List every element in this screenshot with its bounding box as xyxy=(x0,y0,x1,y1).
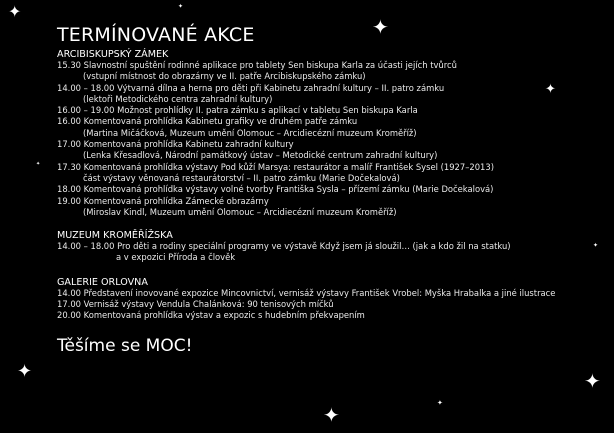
closing-message: Těšíme se MOC! xyxy=(57,335,193,356)
event-note: (vstupní místnost do obrazárny ve II. patře Arcibiskupského zámku) xyxy=(83,71,366,82)
event-note: (Miroslav Kindl, Muzeum umění Olomouc – Arcidiecézní muzeum Kroměříž) xyxy=(83,206,397,217)
event-line: 14.00 Představení inovované expozice Mincovnictví, vernisáž výstavy František Vrobel: Myška Hrabalka a jiné ilustrace xyxy=(57,287,556,298)
star-icon: ✦ xyxy=(8,2,22,21)
section-heading: MUZEUM KROMĚŘÍŽSKA xyxy=(57,230,173,242)
star-icon: ✦ xyxy=(17,361,33,382)
event-line: 20.00 Komentovaná prohlídka výstav a expozic s hudebním překvapením xyxy=(57,310,365,321)
section-muzeum-kromerizska xyxy=(57,230,607,264)
star-icon: ✦ xyxy=(372,15,389,39)
section-arcibiskupsky-zamek xyxy=(57,49,607,218)
section-galerie-orlovna xyxy=(57,277,607,322)
event-line: 16.00 Komentovaná prohlídka Kabinetu grafiky ve druhém patře zámku xyxy=(57,116,358,127)
event-note: (Lenka Křesadlová, Národní památkový ústav – Metodické centrum zahradní kultury) xyxy=(83,150,438,161)
event-line: 19.00 Komentovaná prohlídka Zámecké obrazárny xyxy=(57,195,269,206)
event-line: 17.00 Vernisáž výstavy Vendula Chalánková: 90 tenisových míčků xyxy=(57,299,334,310)
star-icon: ✦ xyxy=(437,399,443,407)
event-note: a v expozici Příroda a člověk xyxy=(116,252,236,263)
star-icon: ✦ xyxy=(36,161,41,167)
event-note: část výstavy věnovaná restaurátorství – II. patro zámku (Marie Dočekalová) xyxy=(83,172,400,183)
event-note: (lektoři Metodického centra zahradní kultury) xyxy=(83,93,273,104)
section-heading: GALERIE ORLOVNA xyxy=(57,276,148,288)
event-line: 15.30 Slavnostní spuštění rodinné aplikace pro tablety Sen biskupa Karla za účasti jejích tvůrců xyxy=(57,60,457,70)
event-line: 17.30 Komentovaná prohlídka výstavy Pod kůží Marsya: restaurátor a malíř František Sysel (1927–2013) xyxy=(57,161,494,172)
events-panel xyxy=(57,24,607,356)
star-icon: ✦ xyxy=(584,369,601,393)
event-line: 18.00 Komentovaná prohlídka výstavy volné tvorby Františka Sysla – přízemí zámku (Marie Dočekalová) xyxy=(57,184,494,195)
event-line: 14.00 – 18.00 Výtvarná dílna a herna pro děti při Kabinetu zahradní kultury – II. patro zámku xyxy=(57,82,445,93)
page-title: TERMÍNOVANÉ AKCE xyxy=(57,24,255,46)
event-line: 17.00 Komentovaná prohlídka Kabinetu zahradní kultury xyxy=(57,139,294,150)
star-icon: ✦ xyxy=(593,242,599,249)
event-line: 16.00 – 19.00 Možnost prohlídky II. patra zámku s aplikací v tabletu Sen biskupa Karla xyxy=(57,105,418,116)
star-icon: ✦ xyxy=(545,82,556,97)
star-icon: ✦ xyxy=(323,403,340,427)
section-heading: ARCIBISKUPSKÝ ZÁMEK xyxy=(57,49,169,60)
event-line: 14.00 – 18.00 Pro děti a rodiny speciální programy ve výstavě Když jsem já sloužil… (jak a kdo žil na statku) xyxy=(57,241,511,252)
event-note: (Martina Mičáčková, Muzeum umění Olomouc – Arcidiecézní muzeum Kroměříž) xyxy=(83,127,417,138)
star-icon: ✦ xyxy=(178,3,184,10)
